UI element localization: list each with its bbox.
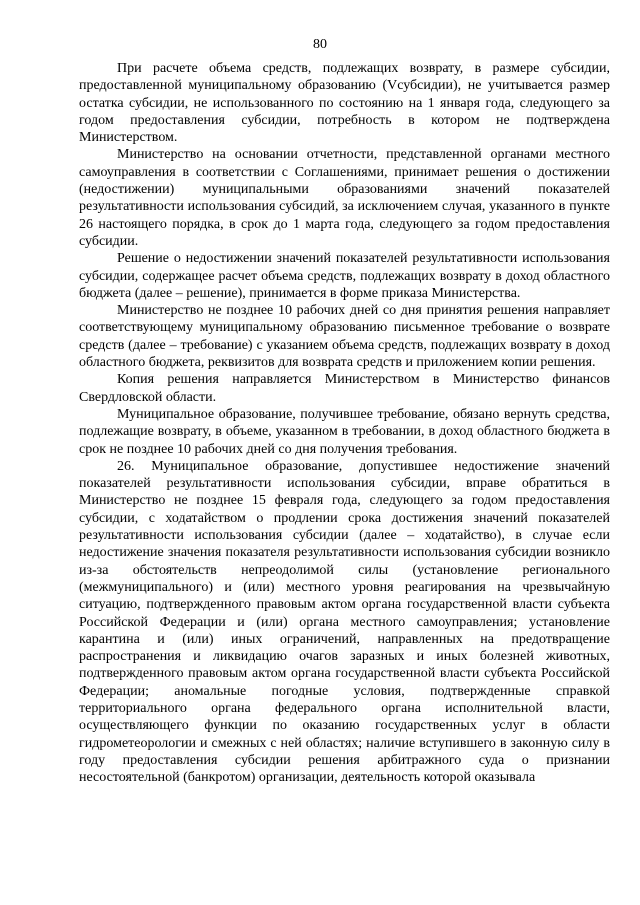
paragraph: При расчете объема средств, подлежащих возврату, в размере субсидии, предоставленной муниципальному образованию (Vсубсидии), не учитывается размер остатка субсидии, не использованного по состоянию на 1 января года, следующего за годом предоставления субсидии, потребность в котором не подтверждена Министерством. bbox=[79, 61, 610, 146]
paragraph: Министерство не позднее 10 рабочих дней со дня принятия решения направляет соответствующему муниципальному образованию письменное требование о возврате средств (далее – требование) с указанием объема средств, подлежащих возврату в доход областного бюджета, реквизитов для возврата средств и приложением копии решения. bbox=[79, 303, 610, 371]
page-number: 80 bbox=[313, 37, 327, 52]
paragraph-item-26: 26. Муниципальное образование, допустившее недостижение значений показателей результативности использования субсидии, вправе обратиться в Министерство не позднее 15 февраля года, следующего за годом предоставления субсидии, с ходатайством о продлении срока достижения значений показателей результативности использования субсидии (далее – ходатайство), в случае если недостижение значения показателя результативности использования субсидии возникло из-за обстоятельств непреодолимой силы (установление регионального (межмуниципального) и (или) местного уровня реагирования на чрезвычайную ситуацию, подтвержденного правовым актом органа государственной власти субъекта Российской Федерации и (или) органа местного самоуправления; установление карантина и (или) иных ограничений, направленных на предотвращение распространения и ликвидацию очагов заразных и иных болезней животных, подтвержденного правовым актом органа государственной власти субъекта Российской Федерации; аномальные погодные условия, подтвержденные справкой территориального органа федерального органа исполнительной власти, осуществляющего функции по оказанию государственных услуг в области гидрометеорологии и смежных с ней областях; наличие вступившего в законную силу в году предоставления субсидии решения арбитражного суда о признании несостоятельной (банкротом) организации, деятельность которой оказывала bbox=[79, 458, 610, 786]
paragraph: Муниципальное образование, получившее требование, обязано вернуть средства, подлежащие возврату, в объеме, указанном в требовании, в доход областного бюджета в срок не позднее 10 рабочих дней со дня получения требования. bbox=[79, 406, 610, 457]
paragraph: Министерство на основании отчетности, представленной органами местного самоуправления в соответствии с Соглашениями, принимает решения о достижении (недостижении) муниципальными образованиями значений показателей результативности использования субсидий, за исключением случая, указанного в пункте 26 настоящего порядка, в срок до 1 марта года, следующего за годом предоставления субсидии. bbox=[79, 147, 610, 249]
paragraph: Решение о недостижении значений показателей результативности использования субсидии, содержащее расчет объема средств, подлежащих возврату в доход областного бюджета (далее – решение), принимается в форме приказа Министерства. bbox=[79, 251, 610, 301]
body-text bbox=[79, 60, 610, 786]
paragraph: Копия решения направляется Министерством в Министерство финансов Свердловской области. bbox=[79, 372, 610, 405]
